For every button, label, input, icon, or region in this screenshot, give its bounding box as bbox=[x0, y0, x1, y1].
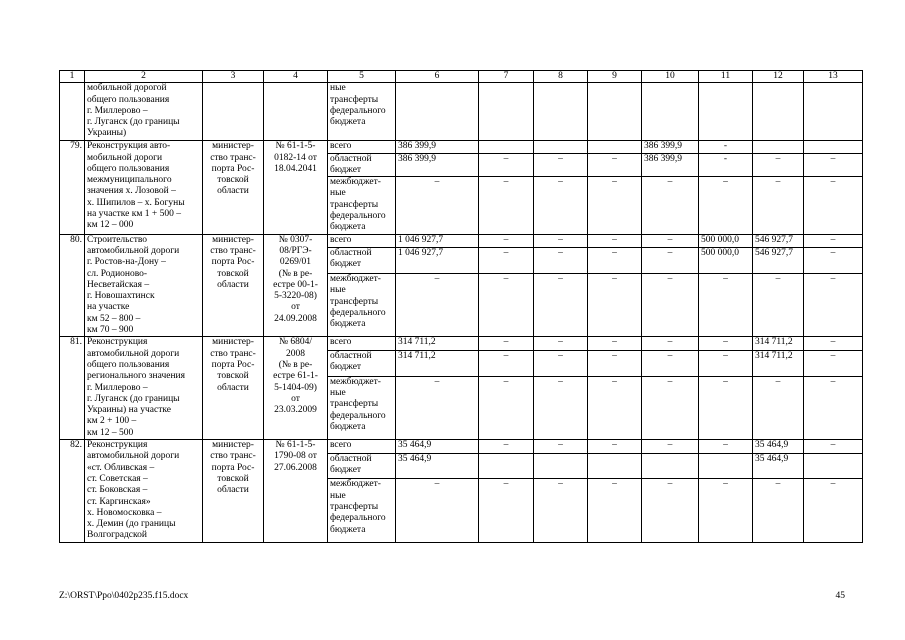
amount-cell: - bbox=[699, 141, 753, 153]
amount-cell: – bbox=[534, 376, 588, 439]
amount-cell: – bbox=[479, 177, 534, 234]
funding-category: областной бюджет bbox=[328, 453, 396, 479]
amount-cell: – bbox=[588, 274, 642, 337]
amount-cell bbox=[479, 141, 534, 153]
header-row bbox=[60, 71, 863, 83]
amount-cell bbox=[588, 453, 642, 479]
column-header-2: 2 bbox=[85, 71, 203, 83]
continuation-row bbox=[60, 83, 863, 141]
empty-cell bbox=[642, 83, 699, 141]
amount-cell: – bbox=[479, 479, 534, 542]
project-name: Реконструкция автомобильной дороги общего пользования регионального значения г. Миллерово – г. Луганск (до границы Украины) на участке км 2 + 100 – км 12 – 500 bbox=[85, 337, 203, 440]
amount-cell: – bbox=[804, 376, 863, 439]
amount-cell: 500 000,0 bbox=[699, 248, 753, 274]
amount-cell: – bbox=[642, 337, 699, 351]
amount-cell: – bbox=[588, 248, 642, 274]
empty-cell bbox=[588, 83, 642, 141]
approval-document: № 61-1-5- 0182-14 от 18.04.2041 bbox=[264, 141, 328, 234]
amount-cell: – bbox=[642, 479, 699, 542]
amount-cell: – bbox=[396, 376, 479, 439]
amount-cell: 314 711,2 bbox=[396, 337, 479, 351]
amount-cell bbox=[479, 453, 534, 479]
amount-cell: 386 399,9 bbox=[642, 141, 699, 153]
amount-cell bbox=[588, 141, 642, 153]
amount-cell: 386 399,9 bbox=[396, 153, 479, 177]
funding-category: межбюджет- ные трансферты федерального бюджета bbox=[328, 479, 396, 542]
amount-cell: 386 399,9 bbox=[396, 141, 479, 153]
amount-cell: – bbox=[479, 376, 534, 439]
table-row bbox=[60, 440, 863, 454]
column-header-10: 10 bbox=[642, 71, 699, 83]
funding-category: всего bbox=[328, 337, 396, 351]
amount-cell: – bbox=[396, 479, 479, 542]
funding-category: областной бюджет bbox=[328, 153, 396, 177]
amount-cell: – bbox=[534, 350, 588, 376]
budget-table bbox=[59, 70, 863, 543]
funding-category: ные трансферты федерального бюджета bbox=[328, 83, 396, 141]
project-name: Реконструкция автомобильной дороги «ст. Обливская – ст. Советская – ст. Боковская – ст. Каргинская» х. Новомосковка – х. Демин (до границы Волгоградской bbox=[85, 440, 203, 543]
amount-cell: – bbox=[588, 177, 642, 234]
amount-cell: 546 927,7 bbox=[753, 248, 804, 274]
amount-cell: 314 711,2 bbox=[753, 337, 804, 351]
empty-cell bbox=[479, 83, 534, 141]
project-name: Реконструкция авто- мобильной дороги общего пользования межмуниципального значения х. Лозовой – х. Шипилов – х. Богуны на участке км 1 + 500 – км 12 – 000 bbox=[85, 141, 203, 234]
project-name: Строительство автомобильной дороги г. Ростов-на-Дону – сл. Родионово- Несветайская – г. Новошахтинск на участке км 52 – 800 – км 70 – 900 bbox=[85, 234, 203, 337]
funding-category: межбюджет- ные трансферты федерального бюджета bbox=[328, 177, 396, 234]
amount-cell: – bbox=[699, 177, 753, 234]
amount-cell: – bbox=[642, 248, 699, 274]
row-number: 79. bbox=[60, 141, 85, 234]
amount-cell: – bbox=[534, 337, 588, 351]
amount-cell: – bbox=[396, 274, 479, 337]
table-body bbox=[60, 71, 863, 543]
amount-cell: – bbox=[753, 376, 804, 439]
amount-cell: 500 000,0 bbox=[699, 234, 753, 248]
row-number: 81. bbox=[60, 337, 85, 440]
funding-category: областной бюджет bbox=[328, 248, 396, 274]
approval-document: № 61-1-5- 1790-08 от 27.06.2008 bbox=[264, 440, 328, 543]
amount-cell: – bbox=[699, 440, 753, 454]
amount-cell: – bbox=[699, 337, 753, 351]
amount-cell: – bbox=[642, 274, 699, 337]
amount-cell: – bbox=[753, 274, 804, 337]
amount-cell: – bbox=[699, 376, 753, 439]
amount-cell: – bbox=[534, 177, 588, 234]
funding-category: всего bbox=[328, 141, 396, 153]
amount-cell: 35 464,9 bbox=[396, 453, 479, 479]
amount-cell bbox=[534, 453, 588, 479]
responsible-ministry: министер- ство транс- порта Рос- товской области bbox=[203, 234, 264, 337]
amount-cell: 35 464,9 bbox=[753, 440, 804, 454]
amount-cell bbox=[804, 453, 863, 479]
amount-cell: 35 464,9 bbox=[753, 453, 804, 479]
amount-cell: – bbox=[534, 248, 588, 274]
amount-cell: – bbox=[753, 177, 804, 234]
row-number: 80. bbox=[60, 234, 85, 337]
amount-cell: – bbox=[753, 479, 804, 542]
column-header-7: 7 bbox=[479, 71, 534, 83]
empty-cell bbox=[804, 83, 863, 141]
amount-cell bbox=[753, 141, 804, 153]
amount-cell: – bbox=[699, 274, 753, 337]
amount-cell: – bbox=[699, 350, 753, 376]
amount-cell: – bbox=[479, 440, 534, 454]
amount-cell: – bbox=[479, 153, 534, 177]
responsible-ministry: министер- ство транс- порта Рос- товской области bbox=[203, 141, 264, 234]
amount-cell: – bbox=[804, 479, 863, 542]
amount-cell: – bbox=[642, 376, 699, 439]
amount-cell: 35 464,9 bbox=[396, 440, 479, 454]
empty-cell bbox=[60, 83, 85, 141]
amount-cell: – bbox=[588, 376, 642, 439]
amount-cell: – bbox=[804, 153, 863, 177]
amount-cell: - bbox=[699, 153, 753, 177]
funding-category: всего bbox=[328, 234, 396, 248]
amount-cell: – bbox=[534, 274, 588, 337]
amount-cell bbox=[699, 453, 753, 479]
amount-cell: – bbox=[479, 234, 534, 248]
page-number: 45 bbox=[835, 591, 845, 601]
amount-cell: – bbox=[396, 177, 479, 234]
funding-category: областной бюджет bbox=[328, 350, 396, 376]
approval-document: № 6804/ 2008 (№ в ре- естре 61-1- 5-1404-09) от 23.03.2009 bbox=[264, 337, 328, 440]
footer-file-path: Z:\ORST\Ppo\0402p235.f15.docx bbox=[59, 591, 189, 601]
table-row bbox=[60, 337, 863, 351]
empty-cell bbox=[396, 83, 479, 141]
column-header-9: 9 bbox=[588, 71, 642, 83]
responsible-ministry: министер- ство транс- порта Рос- товской области bbox=[203, 337, 264, 440]
column-header-1: 1 bbox=[60, 71, 85, 83]
empty-cell bbox=[534, 83, 588, 141]
amount-cell: – bbox=[804, 234, 863, 248]
table-row bbox=[60, 234, 863, 248]
amount-cell: 386 399,9 bbox=[642, 153, 699, 177]
column-header-6: 6 bbox=[396, 71, 479, 83]
amount-cell: 1 046 927,7 bbox=[396, 248, 479, 274]
amount-cell: 314 711,2 bbox=[753, 350, 804, 376]
empty-cell bbox=[753, 83, 804, 141]
amount-cell: 1 046 927,7 bbox=[396, 234, 479, 248]
column-header-8: 8 bbox=[534, 71, 588, 83]
amount-cell: – bbox=[804, 337, 863, 351]
amount-cell: – bbox=[642, 234, 699, 248]
amount-cell: – bbox=[479, 248, 534, 274]
amount-cell bbox=[804, 141, 863, 153]
amount-cell: – bbox=[588, 350, 642, 376]
amount-cell: – bbox=[588, 234, 642, 248]
amount-cell: – bbox=[804, 177, 863, 234]
funding-category: всего bbox=[328, 440, 396, 454]
funding-category: межбюджет- ные трансферты федерального бюджета bbox=[328, 376, 396, 439]
project-name: мобильной дорогой общего пользования г. Миллерово – г. Луганск (до границы Украины) bbox=[85, 83, 203, 141]
column-header-13: 13 bbox=[804, 71, 863, 83]
approval-document: № 0307- 08/РГЭ- 0269/01 (№ в ре- естре 00-1- 5-3220-08) от 24.09.2008 bbox=[264, 234, 328, 337]
amount-cell: – bbox=[804, 440, 863, 454]
amount-cell: – bbox=[534, 153, 588, 177]
column-header-12: 12 bbox=[753, 71, 804, 83]
amount-cell: – bbox=[642, 440, 699, 454]
amount-cell: – bbox=[804, 274, 863, 337]
amount-cell: – bbox=[804, 248, 863, 274]
amount-cell: – bbox=[534, 479, 588, 542]
empty-cell bbox=[203, 83, 264, 141]
empty-cell bbox=[699, 83, 753, 141]
responsible-ministry: министер- ство транс- порта Рос- товской области bbox=[203, 440, 264, 543]
amount-cell: – bbox=[642, 350, 699, 376]
amount-cell: – bbox=[479, 337, 534, 351]
column-header-3: 3 bbox=[203, 71, 264, 83]
column-header-5: 5 bbox=[328, 71, 396, 83]
table-row bbox=[60, 141, 863, 153]
row-number: 82. bbox=[60, 440, 85, 543]
amount-cell: – bbox=[534, 234, 588, 248]
amount-cell: – bbox=[588, 479, 642, 542]
funding-category: межбюджет- ные трансферты федерального бюджета bbox=[328, 274, 396, 337]
amount-cell: – bbox=[479, 274, 534, 337]
amount-cell: – bbox=[479, 350, 534, 376]
amount-cell: – bbox=[534, 440, 588, 454]
column-header-4: 4 bbox=[264, 71, 328, 83]
amount-cell: – bbox=[588, 153, 642, 177]
column-header-11: 11 bbox=[699, 71, 753, 83]
amount-cell: 314 711,2 bbox=[396, 350, 479, 376]
amount-cell: – bbox=[642, 177, 699, 234]
amount-cell: – bbox=[699, 479, 753, 542]
amount-cell: – bbox=[588, 440, 642, 454]
empty-cell bbox=[264, 83, 328, 141]
amount-cell: 546 927,7 bbox=[753, 234, 804, 248]
amount-cell: – bbox=[753, 153, 804, 177]
amount-cell bbox=[642, 453, 699, 479]
amount-cell: – bbox=[804, 350, 863, 376]
amount-cell bbox=[534, 141, 588, 153]
amount-cell: – bbox=[588, 337, 642, 351]
